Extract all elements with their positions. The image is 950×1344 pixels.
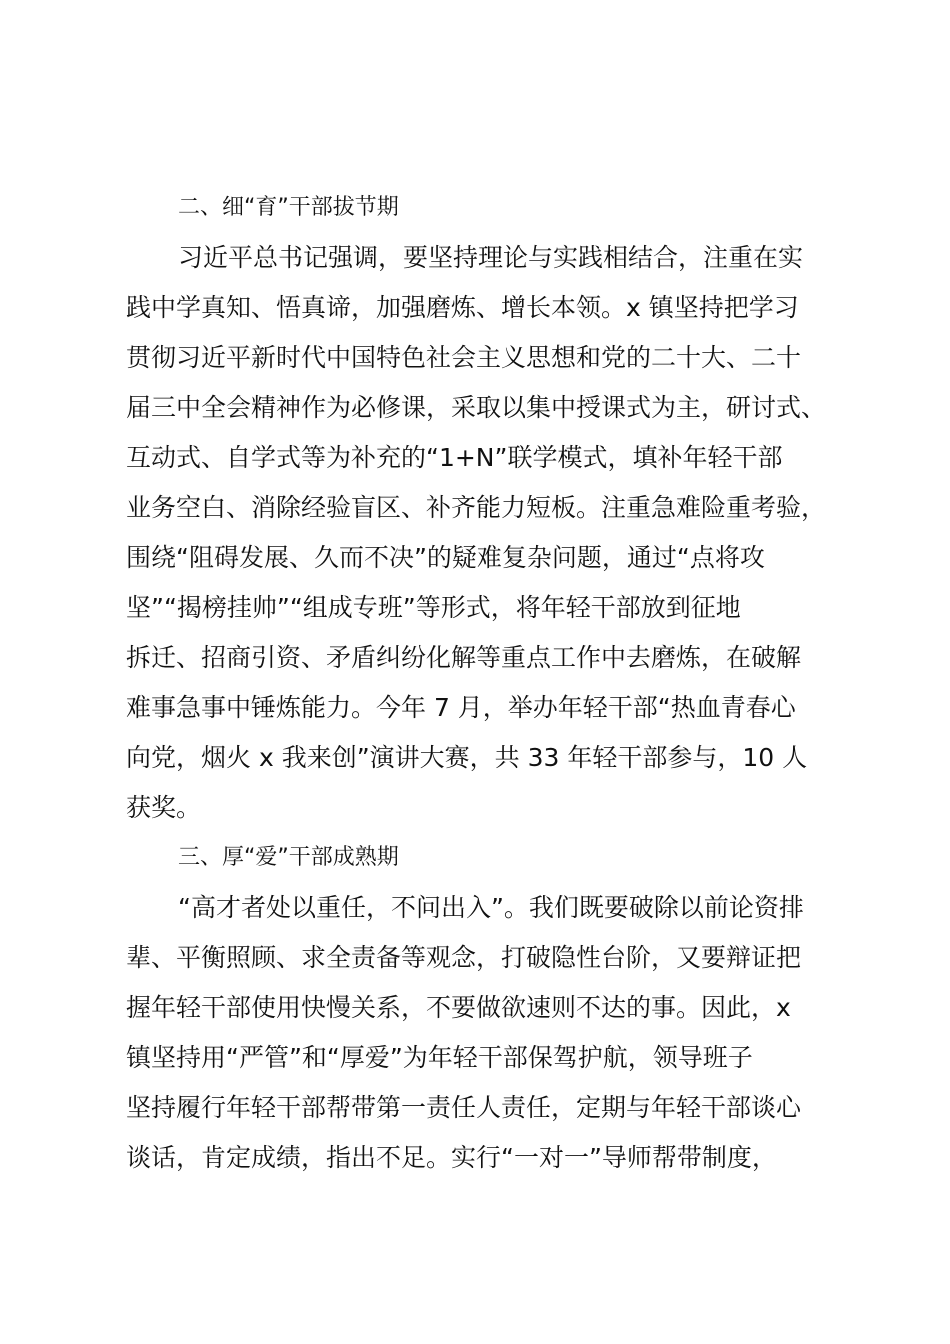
section-3-paragraph bbox=[126, 883, 838, 1183]
paragraph-line: 难事急事中锤炼能力。今年 7 月，举办年轻干部“热血青春心 bbox=[126, 693, 796, 722]
paragraph-line: 辈、平衡照顾、求全责备等观念，打破隐性台阶，又要辩证把 bbox=[126, 943, 802, 972]
paragraph-line: 践中学真知、悟真谛，加强磨炼、增长本领。x 镇坚持把学习 bbox=[126, 293, 799, 322]
paragraph-line: 拆迁、招商引资、矛盾纠纷化解等重点工作中去磨炼，在破解 bbox=[126, 643, 802, 672]
section-2-paragraph bbox=[126, 233, 838, 833]
paragraph-line: 贯彻习近平新时代中国特色社会主义思想和党的二十大、二十 bbox=[126, 343, 802, 372]
paragraph-line: 坚持履行年轻干部帮带第一责任人责任，定期与年轻干部谈心 bbox=[126, 1093, 802, 1122]
paragraph-line: “高才者处以重任，不问出入”。我们既要破除以前论资排 bbox=[178, 893, 804, 922]
paragraph-line: 届三中全会精神作为必修课，采取以集中授课式为主，研讨式、 bbox=[126, 393, 827, 422]
paragraph-line: 谈话，肯定成绩，指出不足。实行“一对一”导师帮带制度， bbox=[126, 1143, 777, 1172]
paragraph-line: 向党，烟火 x 我来创”演讲大赛，共 33 年轻干部参与，10 人 bbox=[126, 743, 808, 772]
section-2-heading: 二、细“育”干部拔节期 bbox=[178, 195, 399, 220]
document-body bbox=[126, 183, 838, 1183]
paragraph-line: 业务空白、消除经验盲区、补齐能力短板。注重急难险重考验， bbox=[126, 493, 827, 522]
paragraph-line: 坚”“揭榜挂帅”“组成专班”等形式，将年轻干部放到征地 bbox=[126, 593, 741, 622]
paragraph-line: 围绕“阻碍发展、久而不决”的疑难复杂问题，通过“点将攻 bbox=[126, 543, 765, 572]
paragraph-line: 获奖。 bbox=[126, 793, 202, 822]
section-3-heading: 三、厚“爱”干部成熟期 bbox=[178, 845, 399, 870]
paragraph-line: 镇坚持用“严管”和“厚爱”为年轻干部保驾护航，领导班子 bbox=[126, 1043, 753, 1072]
paragraph-line: 习近平总书记强调，要坚持理论与实践相结合，注重在实 bbox=[178, 243, 804, 272]
paragraph-line: 握年轻干部使用快慢关系，不要做欲速则不达的事。因此，x bbox=[126, 993, 791, 1022]
paragraph-line: 互动式、自学式等为补充的“1+N”联学模式，填补年轻干部 bbox=[126, 443, 783, 472]
